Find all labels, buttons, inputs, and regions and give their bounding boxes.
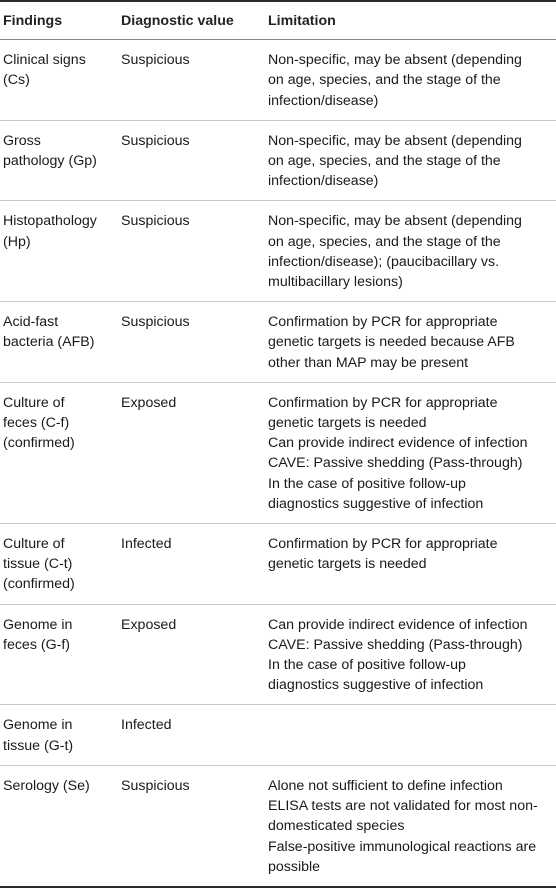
findings-text: tissue (G-t)	[3, 737, 74, 754]
diagnostic-value-cell	[120, 120, 267, 201]
limitation-text: genetic targets is needed	[268, 415, 427, 432]
diagnostic-value-cell	[120, 40, 267, 121]
diagnostic-value-text: Suspicious	[121, 314, 190, 331]
table-row	[0, 765, 556, 887]
findings-text: Gross	[3, 132, 41, 149]
limitation-text: Non-specific, may be absent (depending	[268, 213, 522, 230]
table-row	[0, 524, 556, 605]
limitation-text: Alone not sufficient to define infection	[268, 777, 503, 794]
table-body	[0, 40, 556, 887]
limitation-text: In the case of positive follow-up	[268, 657, 466, 674]
limitation-text: on age, species, and the stage of the	[268, 233, 501, 250]
findings-text: pathology (Gp)	[3, 153, 97, 170]
findings-text: tissue (C-t)	[3, 556, 73, 573]
diagnostic-value-cell	[120, 705, 267, 765]
findings-text: (Hp)	[3, 233, 31, 250]
findings-cell	[0, 120, 120, 201]
findings-text: Culture of	[3, 394, 65, 411]
limitation-text: possible	[268, 858, 321, 875]
findings-text: feces (C-f)	[3, 415, 70, 432]
findings-text: (Cs)	[3, 72, 30, 89]
limitation-text: domesticated species	[268, 818, 405, 835]
table-header	[0, 1, 556, 40]
limitation-cell	[267, 524, 556, 605]
findings-text: Histopathology	[3, 213, 97, 230]
limitation-text: infection/disease); (paucibacillary vs.	[268, 253, 500, 270]
limitation-text: Can provide indirect evidence of infection	[268, 435, 528, 452]
diagnostic-value-cell	[120, 604, 267, 705]
findings-cell	[0, 604, 120, 705]
findings-text: feces (G-f)	[3, 636, 71, 653]
limitation-text: Non-specific, may be absent (depending	[268, 52, 522, 69]
limitation-text: Non-specific, may be absent (depending	[268, 132, 522, 149]
findings-cell	[0, 201, 120, 302]
findings-text: Genome in	[3, 717, 73, 734]
findings-text: Genome in	[3, 616, 73, 633]
limitation-text: In the case of positive follow-up	[268, 475, 466, 492]
limitation-text: multibacillary lesions)	[268, 274, 403, 291]
table-row	[0, 120, 556, 201]
diagnostic-value-text: Exposed	[121, 394, 177, 411]
limitation-text: on age, species, and the stage of the	[268, 153, 501, 170]
limitation-text: diagnostics suggestive of infection	[268, 495, 484, 512]
limitation-cell	[267, 40, 556, 121]
limitation-text: diagnostics suggestive of infection	[268, 677, 484, 694]
table-row	[0, 604, 556, 705]
table-row	[0, 201, 556, 302]
limitation-text: Confirmation by PCR for appropriate	[268, 536, 498, 553]
limitation-text: False-positive immunological reactions are	[268, 838, 537, 855]
findings-cell	[0, 765, 120, 887]
findings-text: Serology (Se)	[3, 777, 90, 794]
limitation-cell	[267, 765, 556, 887]
diagnostic-value-text: Infected	[121, 717, 172, 734]
limitation-text: on age, species, and the stage of the	[268, 72, 501, 89]
diagnostic-value-text: Suspicious	[121, 213, 190, 230]
findings-cell	[0, 705, 120, 765]
header-diagnostic-value: Diagnostic value	[121, 13, 234, 29]
limitation-cell	[267, 120, 556, 201]
header-findings: Findings	[3, 13, 63, 29]
table-row	[0, 705, 556, 765]
limitation-text: Can provide indirect evidence of infection	[268, 616, 528, 633]
limitation-cell	[267, 382, 556, 523]
diagnostic-value-cell	[120, 524, 267, 605]
limitation-cell	[267, 705, 556, 765]
diagnostic-value-text: Exposed	[121, 616, 177, 633]
limitation-text: genetic targets is needed because AFB	[268, 334, 515, 351]
diagnostic-value-text: Infected	[121, 536, 172, 553]
limitation-text: Confirmation by PCR for appropriate	[268, 314, 498, 331]
diagnostic-value-cell	[120, 201, 267, 302]
limitation-text: infection/disease)	[268, 173, 379, 190]
table-row	[0, 382, 556, 523]
findings-cell	[0, 302, 120, 383]
limitation-text: genetic targets is needed	[268, 556, 427, 573]
diagnostic-value-text: Suspicious	[121, 132, 190, 149]
diagnostic-value-text: Suspicious	[121, 52, 190, 69]
diagnostic-value-text: Suspicious	[121, 777, 190, 794]
findings-text: (confirmed)	[3, 435, 75, 452]
limitation-text: CAVE: Passive shedding (Pass-through)	[268, 636, 523, 653]
limitation-cell	[267, 302, 556, 383]
findings-text: (confirmed)	[3, 576, 75, 593]
limitation-text: Confirmation by PCR for appropriate	[268, 394, 498, 411]
diagnostic-value-cell	[120, 302, 267, 383]
findings-cell	[0, 382, 120, 523]
table-row	[0, 40, 556, 121]
limitation-text: infection/disease)	[268, 92, 379, 109]
findings-text: bacteria (AFB)	[3, 334, 95, 351]
limitation-text: CAVE: Passive shedding (Pass-through)	[268, 455, 523, 472]
findings-text: Acid-fast	[3, 314, 59, 331]
findings-cell	[0, 40, 120, 121]
findings-text: Culture of	[3, 536, 65, 553]
limitation-text: ELISA tests are not validated for most non-	[268, 798, 538, 815]
header-limitation: Limitation	[268, 13, 336, 29]
findings-text: Clinical signs	[3, 52, 86, 69]
table-row	[0, 302, 556, 383]
diagnostic-value-cell	[120, 765, 267, 887]
limitation-cell	[267, 604, 556, 705]
diagnostic-value-cell	[120, 382, 267, 523]
header-row	[0, 1, 556, 40]
limitation-text: other than MAP may be present	[268, 354, 469, 371]
limitation-cell	[267, 201, 556, 302]
findings-cell	[0, 524, 120, 605]
